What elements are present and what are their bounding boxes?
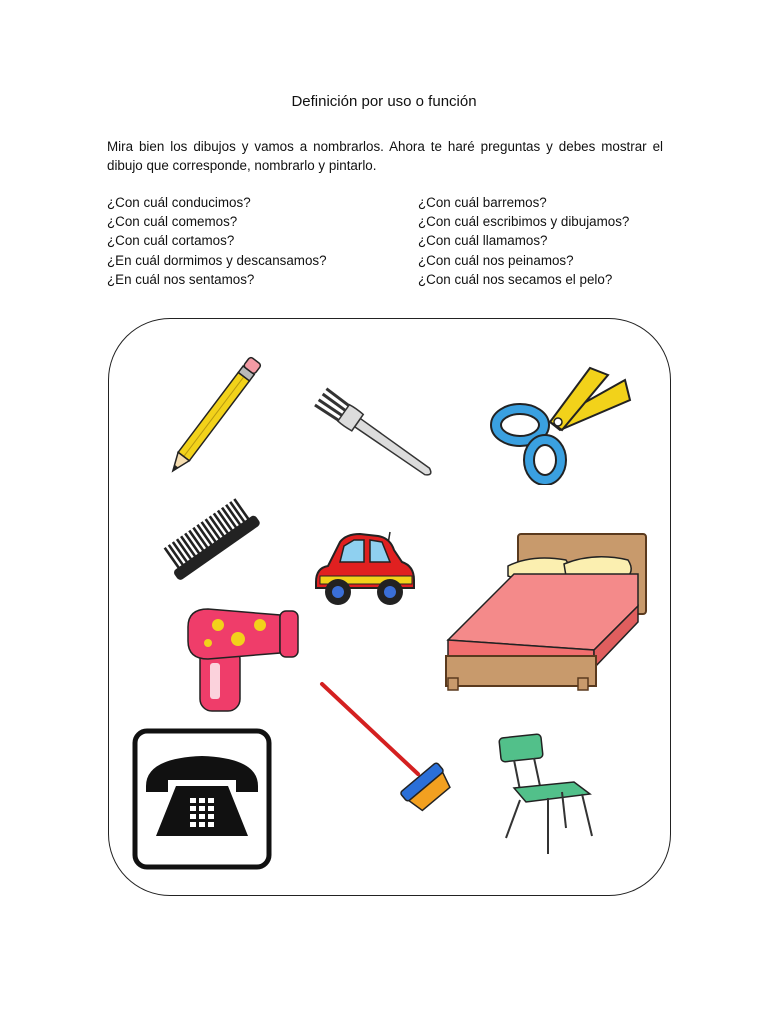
instructions: Mira bien los dibujos y vamos a nombrarlos. Ahora te haré preguntas y debes mostrar el dibujo que corresponde, nombrarlo y pintarlo. <box>107 139 663 173</box>
question-item: ¿En cuál nos sentamos? <box>107 271 255 287</box>
page-title: Definición por uso o función <box>291 93 477 110</box>
hair-dryer-icon <box>180 603 310 718</box>
questions-right <box>418 193 629 289</box>
question-item: ¿Con cuál escribimos y dibujamos? <box>418 214 630 230</box>
question-item: ¿Con cuál conducimos? <box>107 195 251 210</box>
broom-icon <box>316 678 452 816</box>
toy-car-icon <box>310 528 420 610</box>
telephone-icon <box>132 728 272 870</box>
bed-icon <box>444 530 650 692</box>
question-item: ¿Con cuál cortamos? <box>107 233 235 249</box>
question-item: ¿Con cuál nos secamos el pelo? <box>418 271 613 287</box>
question-item: ¿Con cuál nos peinamos? <box>418 252 574 268</box>
question-item: ¿En cuál dormimos y descansamos? <box>107 252 327 268</box>
questions-left <box>107 193 327 289</box>
question-item: ¿Con cuál llamamos? <box>418 233 548 249</box>
question-item: ¿Con cuál barremos? <box>418 195 547 210</box>
pencil-icon <box>150 345 280 485</box>
chair-icon <box>496 728 596 860</box>
scissors-icon <box>490 360 635 485</box>
fork-icon <box>300 372 455 502</box>
question-item: ¿Con cuál comemos? <box>107 214 238 230</box>
comb-icon <box>155 488 265 588</box>
